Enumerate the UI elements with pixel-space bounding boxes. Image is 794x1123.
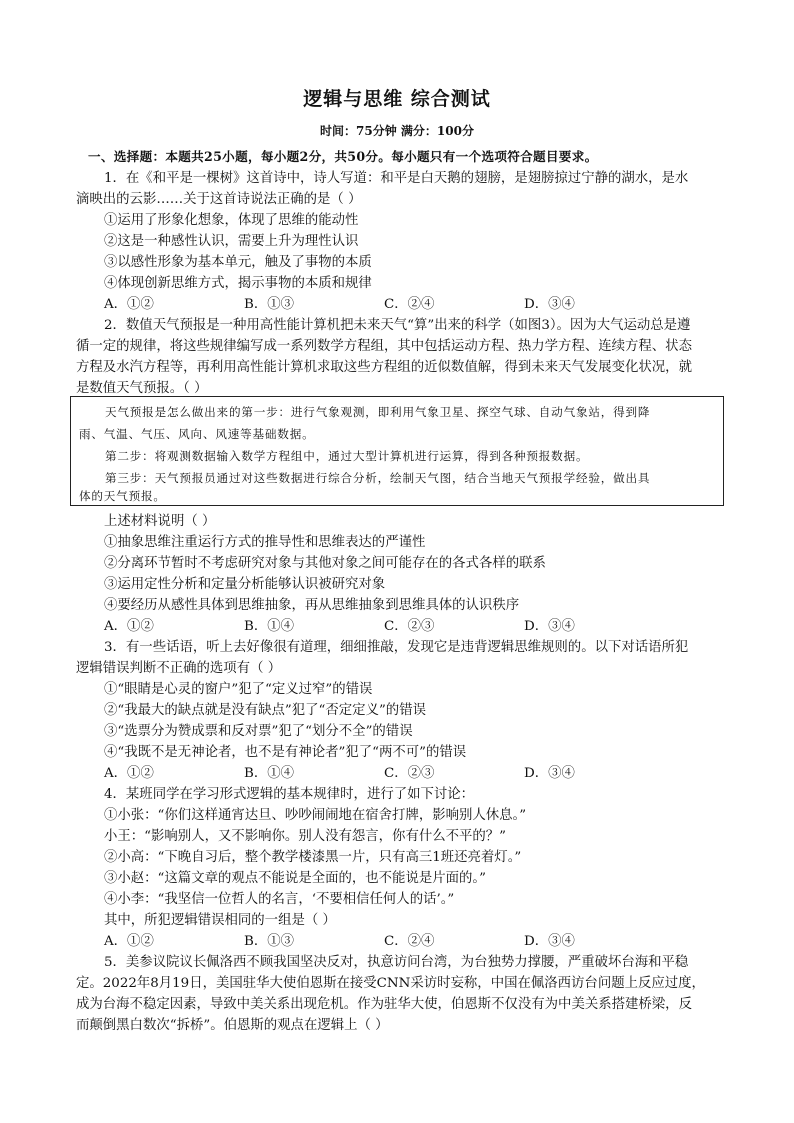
q1-option-a: A．①② — [104, 297, 154, 312]
q2-option-a: A．①② — [104, 619, 154, 634]
q3-stem-cont: 逻辑错误判断不正确的选项有（ ） — [76, 661, 282, 676]
q1-item: ④体现创新思维方式，揭示事物的本质和规律 — [104, 276, 372, 291]
q3-option-b: B．①④ — [244, 766, 295, 781]
box-line: 第三步：天气预报员通过对这些数据进行综合分析，绘制天气图，结合当地天气预报学经验，做出具 — [105, 471, 651, 485]
q4-line: ②小高：“下晚自习后，整个教学楼漆黑一片，只有高三1班还亮着灯。” — [104, 850, 522, 865]
q3-item: ④“我既不是无神论者，也不是有神论者”犯了“两不可”的错误 — [104, 745, 467, 760]
q4-option-d: D．③④ — [524, 934, 575, 949]
q3-item: ①“眼睛是心灵的窗户”犯了“定义过窄”的错误 — [104, 682, 373, 697]
q1-option-c: C．②④ — [384, 297, 435, 312]
q5-stem-cont: 而颠倒黑白数次“拆桥”。伯恩斯的观点在逻辑上（ ） — [76, 1018, 389, 1033]
box-line: 雨、气温、气压、风向、风速等基础数据。 — [79, 427, 315, 441]
q2-item: ②分离环节暂时不考虑研究对象与其他对象之间可能存在的各式各样的联系 — [104, 556, 546, 571]
q4-line: ④小李：“我坚信一位哲人的名言，‘不要相信任何人的话’。” — [104, 892, 455, 907]
q4-stem: 4．某班同学在学习形式逻辑的基本规律时，进行了如下讨论： — [104, 787, 475, 802]
q4-option-c: C．②④ — [384, 934, 435, 949]
box-line: 第二步：将观测数据输入数学方程组中，通过大型计算机进行运算，得到各种预报数据。 — [105, 449, 589, 463]
q1-option-b: B．①③ — [244, 297, 295, 312]
q2-option-c: C．②③ — [384, 619, 435, 634]
section-heading: 一、选择题：本题共25小题，每小题2分，共50分。每小题只有一个选项符合题目要求。 — [88, 149, 598, 164]
q2-options — [104, 616, 664, 637]
q4-option-a: A．①② — [104, 934, 154, 949]
q3-option-a: A．①② — [104, 766, 154, 781]
q2-stem: 2．数值天气预报是一种用高性能计算机把未来天气“算”出来的科学（如图3）。因为大气运动总是遵 — [104, 318, 691, 333]
q5-stem-cont: 成为台海不稳定因素，导致中美关系出现危机。作为驻华大使，伯恩斯不仅没有为中美关系搭建桥梁，反 — [76, 997, 692, 1012]
q2-item: ④要经历从感性具体到思维抽象，再从思维抽象到思维具体的认识秩序 — [104, 598, 520, 613]
q1-stem: 1．在《和平是一棵树》这首诗中，诗人写道：和平是白天鹅的翅膀，是翅膀掠过宁静的湖水，是水 — [104, 171, 689, 186]
q1-option-d: D．③④ — [524, 297, 575, 312]
q3-option-c: C．②③ — [384, 766, 435, 781]
q2-stem-cont: 方程及水汽方程等，再利用高性能计算机求取这些方程组的近似数值解，得到未来天气发展变化状况，就 — [76, 360, 692, 375]
q4-option-b: B．①③ — [244, 934, 295, 949]
box-line: 天气预报是怎么做出来的第一步：进行气象观测，即利用气象卫星、探空气球、自动气象站，得到降 — [105, 405, 651, 419]
q4-lead: 其中，所犯逻辑错误相同的一组是（ ） — [104, 913, 336, 928]
q2-item: ①抽象思维注重运行方式的推导性和思维表达的严谨性 — [104, 535, 426, 550]
q4-line: 小王：“影响别人，又不影响你。别人没有怨言，你有什么不平的？” — [104, 829, 507, 844]
q1-stem-cont: 滴映出的云影……关于这首诗说法正确的是（ ） — [76, 192, 362, 207]
q4-options — [104, 931, 664, 952]
exam-info: 时间：75分钟 满分：100分 — [320, 124, 474, 138]
q2-stem-cont: 循一定的规律，将这些规律编写成一系列数学方程组，其中包括运动方程、热力学方程、连续方程、状态 — [76, 339, 692, 354]
page-title: 逻辑与思维 综合测试 — [303, 88, 491, 110]
q1-item: ③以感性形象为基本单元，触及了事物的本质 — [104, 255, 372, 270]
q1-options — [104, 294, 664, 315]
q3-option-d: D．③④ — [524, 766, 575, 781]
q4-line: ③小赵：“这篇文章的观点不能说是全面的，也不能说是片面的。” — [104, 871, 486, 886]
q5-stem-cont: 定。2022年8月19日，美国驻华大使伯恩斯在接受CNN采访时妄称，中国在佩洛西访台问题上反应过度， — [76, 976, 705, 991]
q5-stem: 5．美参议院议长佩洛西不顾我国坚决反对，执意访问台湾，为台独势力撑腰，严重破坏台海和平稳 — [104, 955, 689, 970]
q2-item: ③运用定性分析和定量分析能够认识被研究对象 — [104, 577, 386, 592]
q2-stem-cont: 是数值天气预报。（ ） — [76, 381, 208, 396]
q2-lead: 上述材料说明（ ） — [104, 514, 216, 529]
q3-item: ②“我最大的缺点就是没有缺点”犯了“否定定义”的错误 — [104, 703, 426, 718]
box-line: 体的天气预报。 — [79, 489, 166, 503]
q1-item: ②这是一种感性认识，需要上升为理性认识 — [104, 234, 359, 249]
q4-line: ①小张：“你们这样通宵达旦、吵吵闹闹地在宿舍打牌，影响别人休息。” — [104, 808, 527, 823]
q3-item: ③“选票分为赞成票和反对票”犯了“划分不全”的错误 — [104, 724, 413, 739]
q2-option-d: D．③④ — [524, 619, 575, 634]
q3-options — [104, 763, 664, 784]
material-box — [70, 396, 724, 506]
q3-stem: 3．有一些话语，听上去好像很有道理，细细推敲，发现它是违背逻辑思维规则的。以下对话语所犯 — [104, 640, 689, 655]
q1-item: ①运用了形象化想象，体现了思维的能动性 — [104, 213, 359, 228]
q2-option-b: B．①④ — [244, 619, 295, 634]
